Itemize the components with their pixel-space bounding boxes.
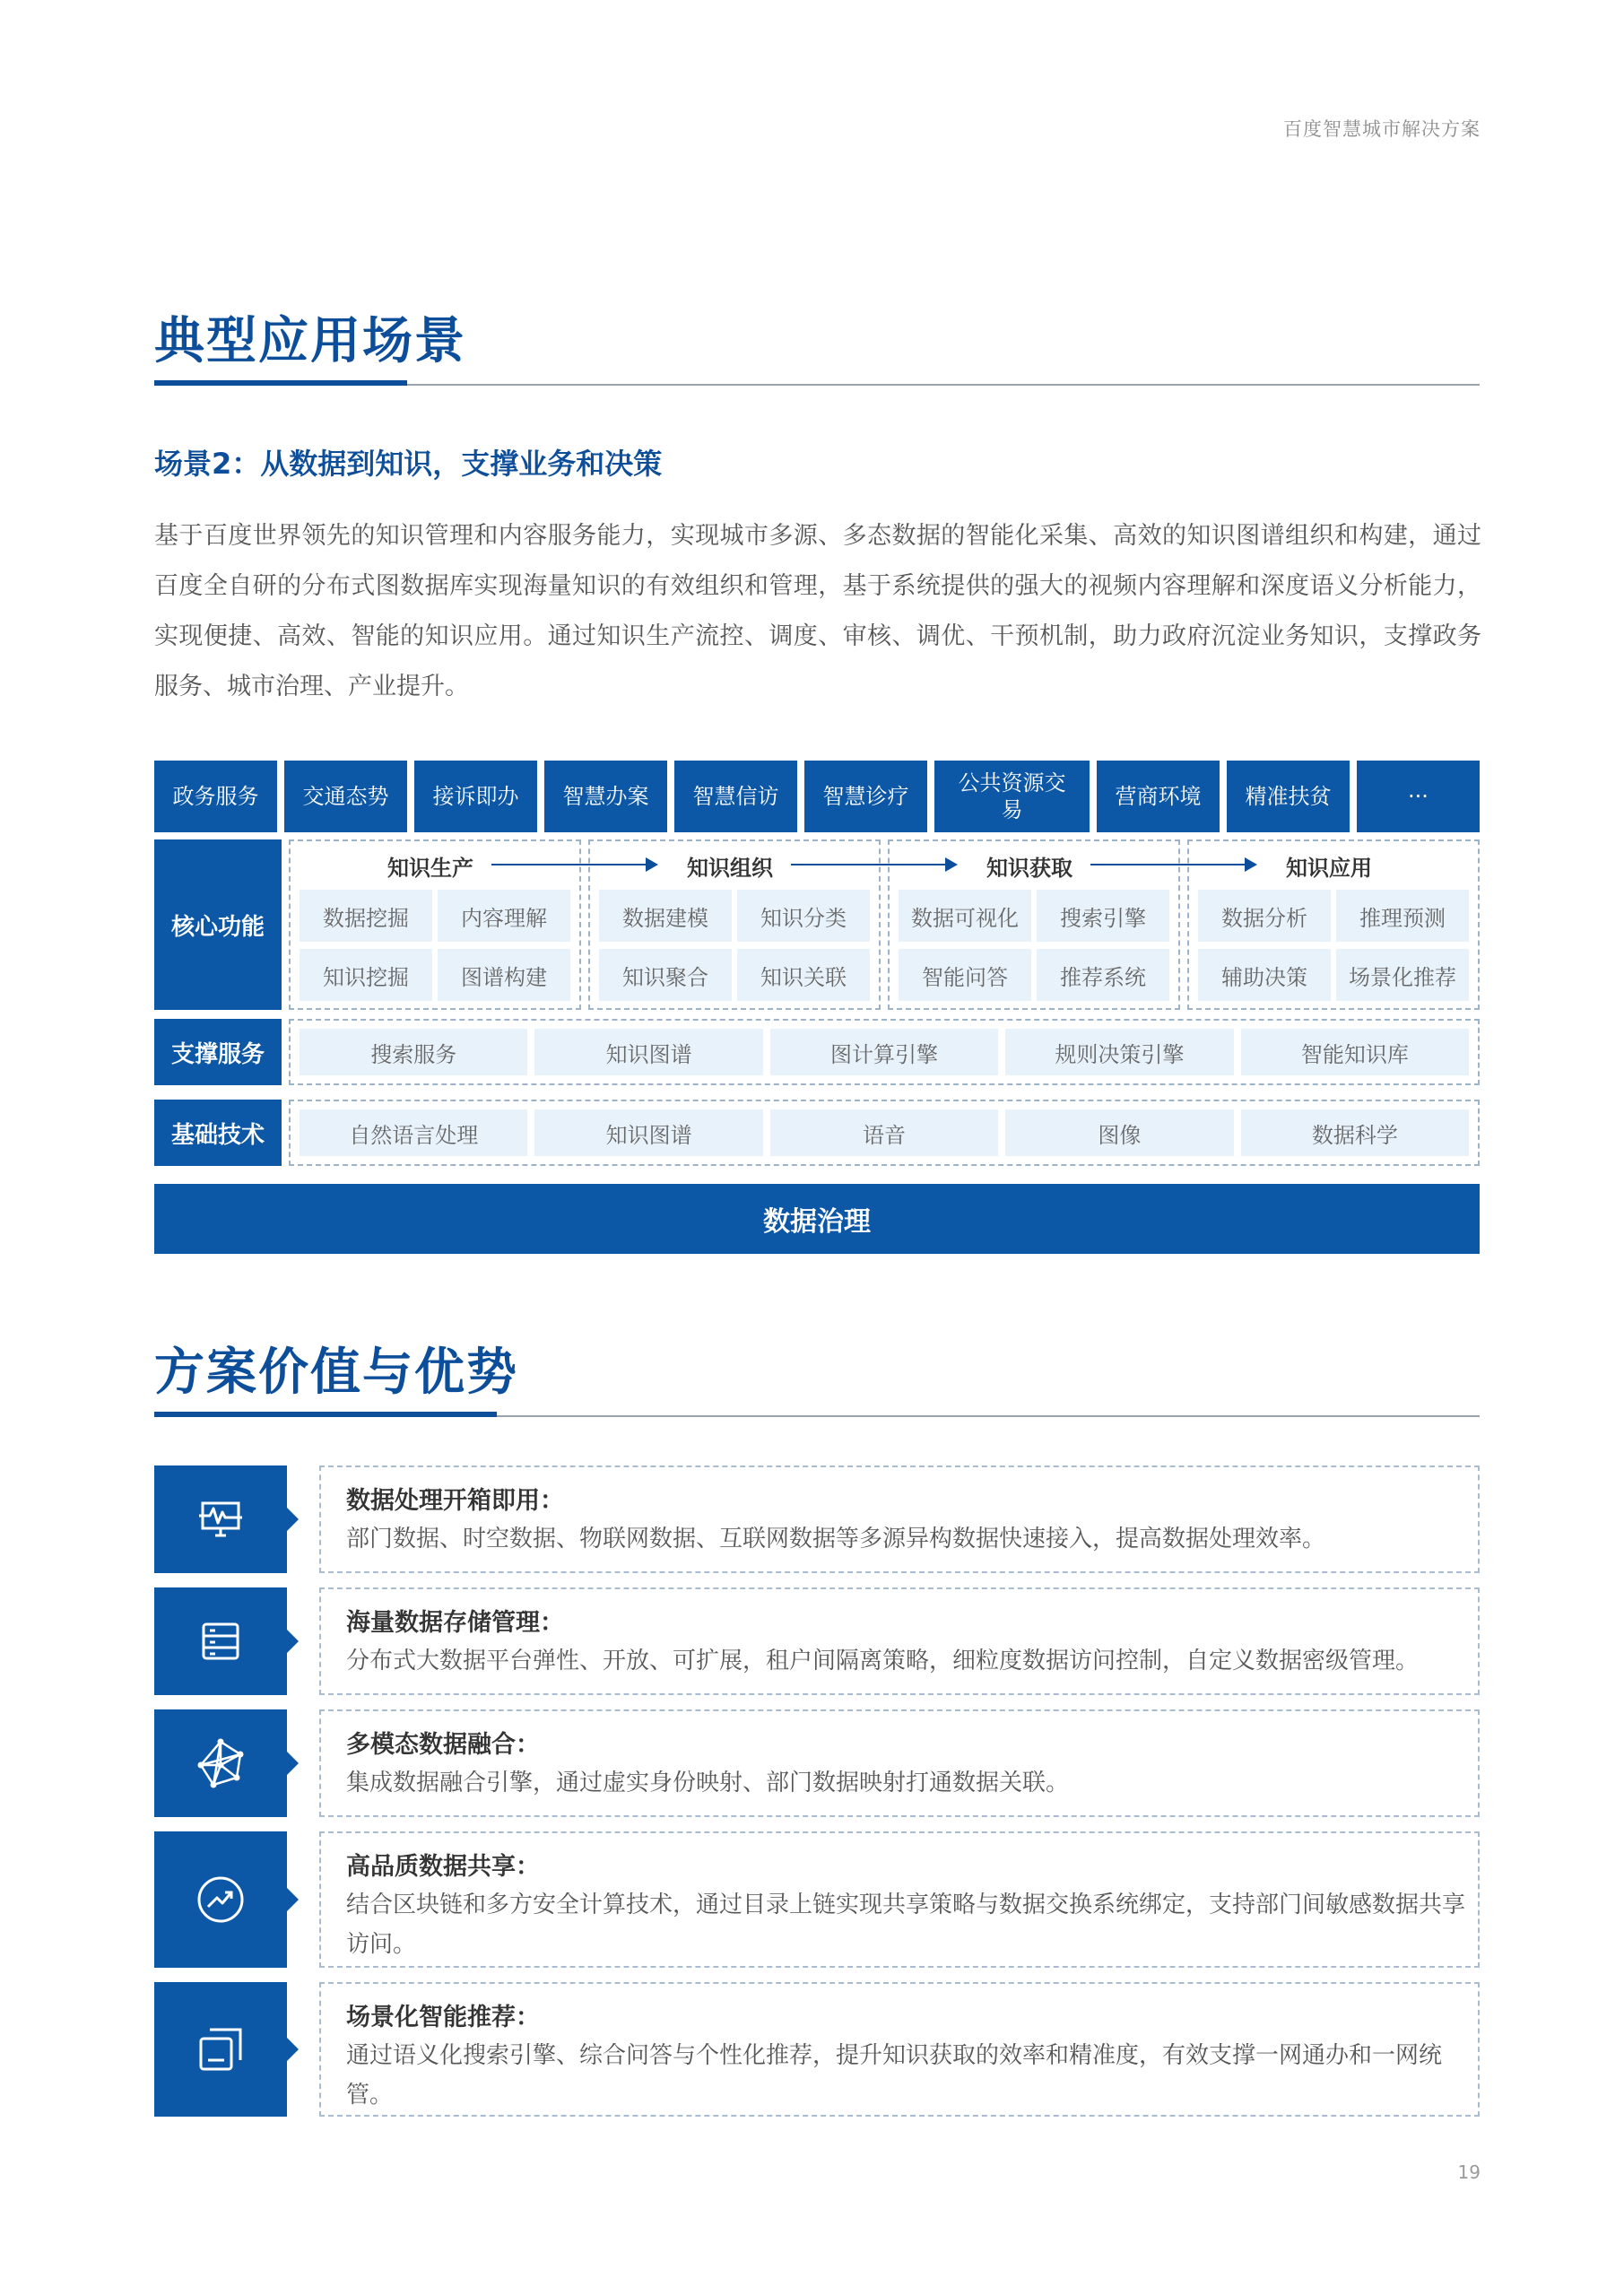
group-title: 知识应用: [1286, 856, 1372, 881]
value-item-text: 结合区块链和多方安全计算技术，通过目录上链实现共享策略与数据交换系统绑定，支持部门间敏感数据共享访问。: [346, 1892, 1466, 1958]
value-item-icon-block: [154, 1831, 287, 1968]
value-item: [319, 1982, 1480, 2117]
support-services-label: 支撑服务: [154, 1019, 282, 1085]
function-cell: 数据分析: [1198, 890, 1331, 942]
function-cell: 数据挖掘: [300, 890, 432, 942]
core-function-label: 核心功能: [154, 839, 282, 1010]
app-cell: 政务服务: [154, 761, 277, 832]
section-divider-accent: [154, 380, 407, 386]
value-item: [319, 1465, 1480, 1573]
core-function-panel: [289, 839, 1480, 1010]
support-services-panel: [289, 1019, 1480, 1085]
function-cell: 知识挖掘: [300, 949, 432, 1001]
basic-tech-panel: [289, 1100, 1480, 1166]
app-cell: 营商环境: [1097, 761, 1220, 832]
function-cell: 搜索引擎: [1037, 890, 1169, 942]
section-title-value: 方案价值与优势: [154, 1344, 518, 1402]
basic-tech-label: 基础技术: [154, 1100, 282, 1166]
value-item: [319, 1587, 1480, 1695]
section-divider-accent: [154, 1412, 497, 1417]
flow-arrow-line: [1090, 864, 1245, 865]
value-item-text: 通过语义化搜索引擎、综合问答与个性化推荐，提升知识获取的效率和精准度，有效支撑一网通办和一网统管。: [346, 2042, 1443, 2109]
flow-arrow-icon: [1245, 857, 1257, 872]
scenario-paragraph: 基于百度世界领先的知识管理和内容服务能力，实现城市多源、多态数据的智能化采集、高效的知识图谱组织和构建，通过百度全自研的分布式图数据库实现海量知识的有效组织和管理，基于系统提供的强大的视频内容理解和深度语义分析能力，实现便捷、高效、智能的知识应用。通过知识生产流控、调度、审核、调优、干预机制，助力政府沉淀业务知识，支撑政务服务、城市治理、产业提升。: [154, 522, 1481, 700]
flow-arrow-line: [791, 864, 945, 865]
service-cell: 搜索服务: [300, 1029, 527, 1075]
group-title: 知识组织: [687, 856, 773, 881]
function-cell: 数据可视化: [899, 890, 1031, 942]
function-cell: 知识聚合: [599, 949, 732, 1001]
stacked-window-icon: [197, 2026, 244, 2073]
group-title: 知识生产: [387, 856, 473, 881]
app-cell: 交通态势: [284, 761, 407, 832]
value-item-title: 多模态数据融合：: [346, 1731, 540, 1759]
value-item-icon-block: [154, 1982, 287, 2117]
tech-cell: 图像: [1005, 1109, 1233, 1156]
function-cell: 知识分类: [737, 890, 870, 942]
function-cell: 辅助决策: [1198, 949, 1331, 1001]
function-cell: 场景化推荐: [1336, 949, 1469, 1001]
tech-cell: 知识图谱: [534, 1109, 762, 1156]
value-item-text: 分布式大数据平台弹性、开放、可扩展，租户间隔离策略，细粒度数据访问控制，自定义数据密级管理。: [346, 1648, 1420, 1674]
trend-circle-icon: [195, 1874, 246, 1925]
tech-cell: 语音: [770, 1109, 998, 1156]
flow-arrow-line: [491, 864, 646, 865]
group-title: 知识获取: [986, 856, 1073, 881]
app-cell: 精准扶贫: [1227, 761, 1350, 832]
value-item-title: 高品质数据共享：: [346, 1853, 540, 1881]
tech-cell: 自然语言处理: [300, 1109, 527, 1156]
value-item-icon-block: [154, 1465, 287, 1573]
storage-list-icon: [201, 1622, 240, 1661]
app-cell-more: ···: [1357, 761, 1480, 832]
function-cell: 智能问答: [899, 949, 1031, 1001]
page-number: 19: [1457, 2161, 1481, 2183]
service-cell: 知识图谱: [534, 1029, 762, 1075]
value-item-text: 集成数据融合引擎，通过虚实身份映射、部门数据映射打通数据关联。: [346, 1770, 1070, 1796]
network-mesh-icon: [195, 1738, 246, 1788]
data-governance-bar: 数据治理: [154, 1184, 1480, 1254]
flow-arrow-icon: [646, 857, 658, 872]
value-item-title: 场景化智能推荐：: [346, 2004, 540, 2031]
app-cell: 智慧诊疗: [804, 761, 927, 832]
app-cell: 智慧信访: [674, 761, 797, 832]
value-item-text: 部门数据、时空数据、物联网数据、互联网数据等多源异构数据快速接入，提高数据处理效率。: [346, 1526, 1326, 1552]
value-item-icon-block: [154, 1587, 287, 1695]
service-cell: 智能知识库: [1241, 1029, 1469, 1075]
tech-cell: 数据科学: [1241, 1109, 1469, 1156]
application-row: [154, 761, 1480, 832]
value-item-icon-block: [154, 1709, 287, 1817]
scenario-subtitle: 场景2：从数据到知识，支撑业务和决策: [154, 447, 663, 481]
value-item-title: 数据处理开箱即用：: [346, 1487, 564, 1515]
app-cell: 公共资源交易: [934, 761, 1090, 832]
function-cell: 知识关联: [737, 949, 870, 1001]
document-title: 百度智慧城市解决方案: [1283, 118, 1481, 140]
section-title-scenarios: 典型应用场景: [154, 312, 466, 370]
value-item: [319, 1831, 1480, 1968]
function-cell: 推理预测: [1336, 890, 1469, 942]
app-cell: 智慧办案: [544, 761, 667, 832]
flow-arrow-icon: [945, 857, 958, 872]
service-cell: 图计算引擎: [770, 1029, 998, 1075]
function-cell: 图谱构建: [438, 949, 570, 1001]
app-cell: 接诉即办: [414, 761, 537, 832]
function-cell: 内容理解: [438, 890, 570, 942]
value-item: [319, 1709, 1480, 1817]
function-cell: 数据建模: [599, 890, 732, 942]
pulse-monitor-icon: [197, 1500, 244, 1539]
service-cell: 规则决策引擎: [1005, 1029, 1233, 1075]
function-cell: 推荐系统: [1037, 949, 1169, 1001]
value-item-title: 海量数据存储管理：: [346, 1609, 564, 1637]
